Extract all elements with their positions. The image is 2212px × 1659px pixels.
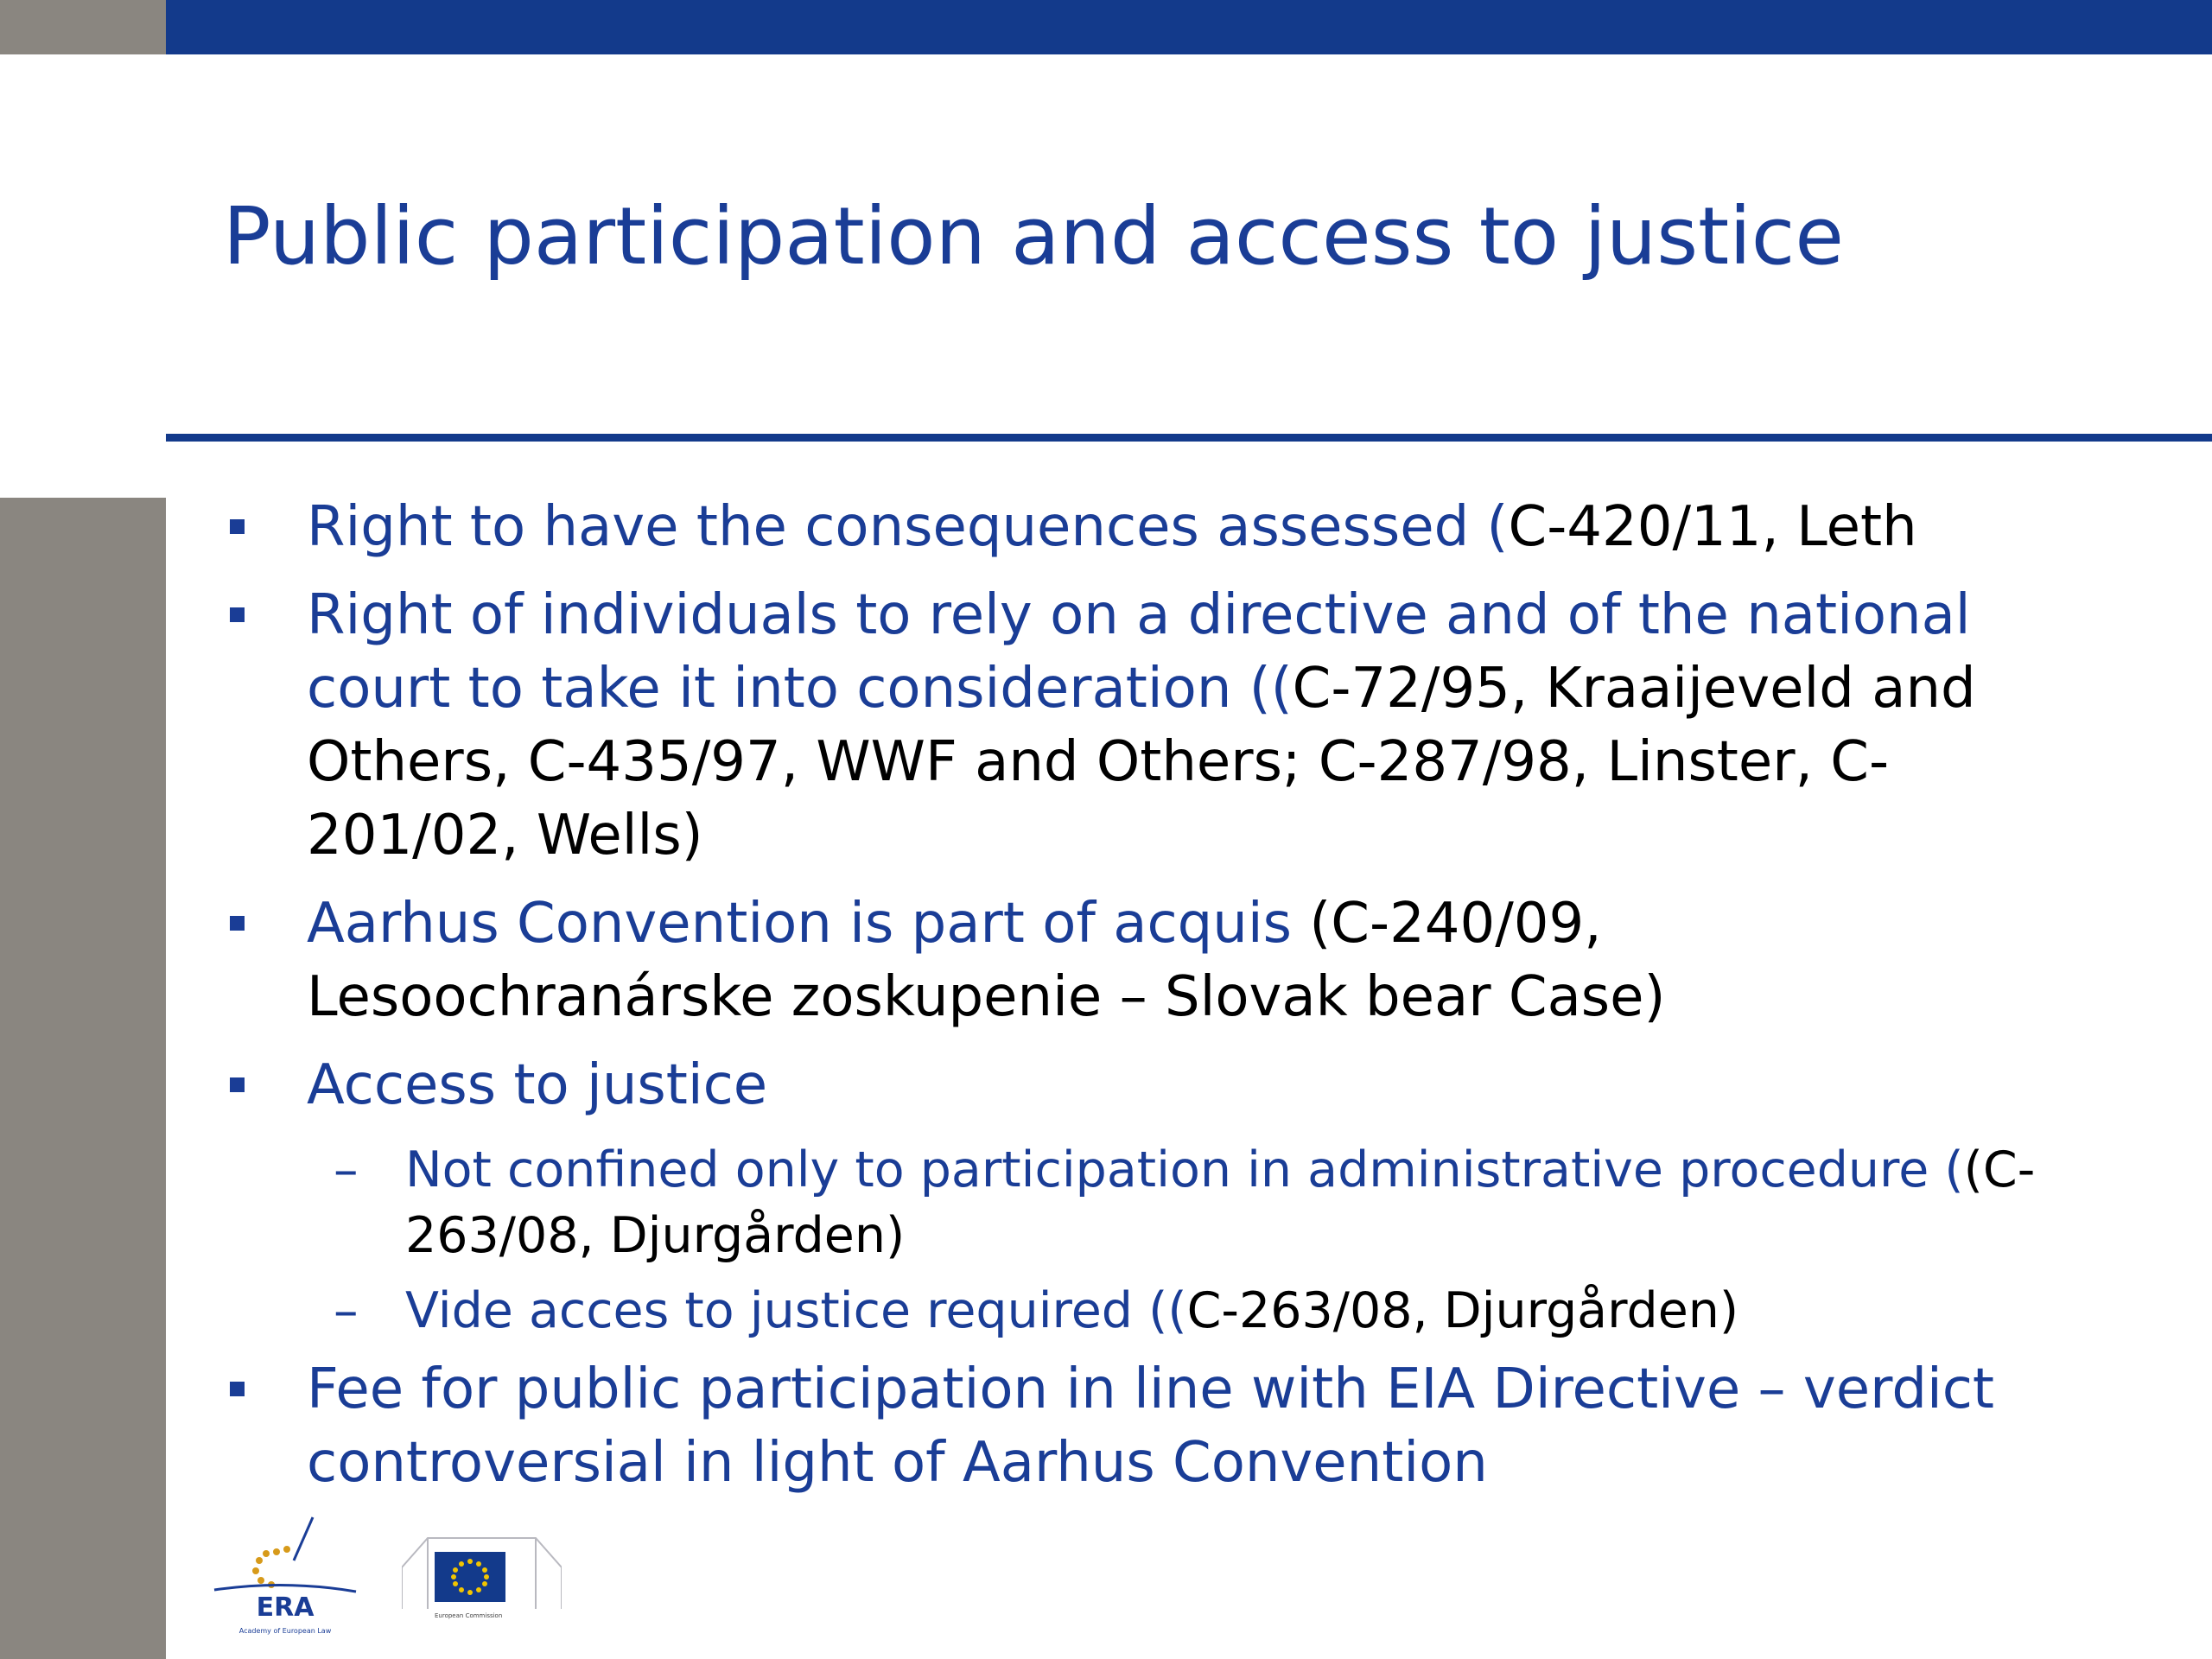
side-grey-bar [0,498,166,1659]
bullet-text-blue: Aarhus Convention is part of acquis [307,892,1310,956]
sub-bullet-text-blue: Not confined only to participation in administrative procedure ( [405,1141,1964,1198]
square-bullet-icon [230,519,245,534]
era-logo-arc-icon [214,1585,356,1592]
square-bullet-icon [230,1382,245,1396]
bullet-item-1 [223,491,2081,564]
slide-title: Public participation and access to justice [223,190,1844,283]
bullet-list [223,491,2081,1515]
sub-bullet-text-citation: C-263/08, Djurgården) [1186,1282,1739,1339]
square-bullet-icon [230,1077,245,1092]
sub-bullet-text-blue: Vide acces to justice required (( [405,1282,1187,1339]
bullet-text-blue: Access to justice [307,1053,768,1117]
bullet-item-5 [223,1353,2081,1500]
bullet-item-2 [223,579,2081,873]
era-logo-swoosh-icon [294,1517,313,1560]
bullet-item-3 [223,887,2081,1034]
european-commission-logo [402,1514,562,1635]
title-divider [166,434,2212,442]
bullet-text-blue: Right to have the consequences assessed ( [307,495,1509,559]
era-logo [207,1510,363,1640]
top-blue-band [166,0,2212,54]
bullet-text-citation: (C-240/09, Lesoochranárske zoskupenie – Slovak bear Case) [307,892,1666,1029]
dash-bullet-icon: – [334,1282,359,1339]
sub-bullet-item-1 [223,1137,2081,1268]
top-grey-band [0,0,166,54]
sub-bullet-item-2 [223,1278,2081,1344]
bullet-text-citation: C-420/11, Leth [1508,495,1917,559]
square-bullet-icon [230,607,245,622]
square-bullet-icon [230,916,245,931]
bullet-text-blue: Right of individuals to rely on a directive and of the national court to take it into consideration (( [307,583,1971,721]
era-logo-subtext: Academy of European Law [238,1627,332,1635]
bullet-text-blue: Fee for public participation in line with EIA Directive – verdict controversial in light of Aarhus Convention [307,1357,1994,1495]
bullet-text-citation: C-72/95, Kraaijeveld and Others, C-435/97, WWF and Others; C-287/98, Linster, C-201/02, Wells) [307,657,1976,868]
dash-bullet-icon: – [334,1141,359,1198]
era-logo-stars-icon [252,1546,290,1588]
ec-logo-text: European Commission [435,1612,503,1619]
bullet-item-4 [223,1049,2081,1122]
era-logo-text: ERA [256,1592,315,1623]
sub-bullet-text-citation: (C-263/08, Djurgården) [405,1141,2036,1264]
